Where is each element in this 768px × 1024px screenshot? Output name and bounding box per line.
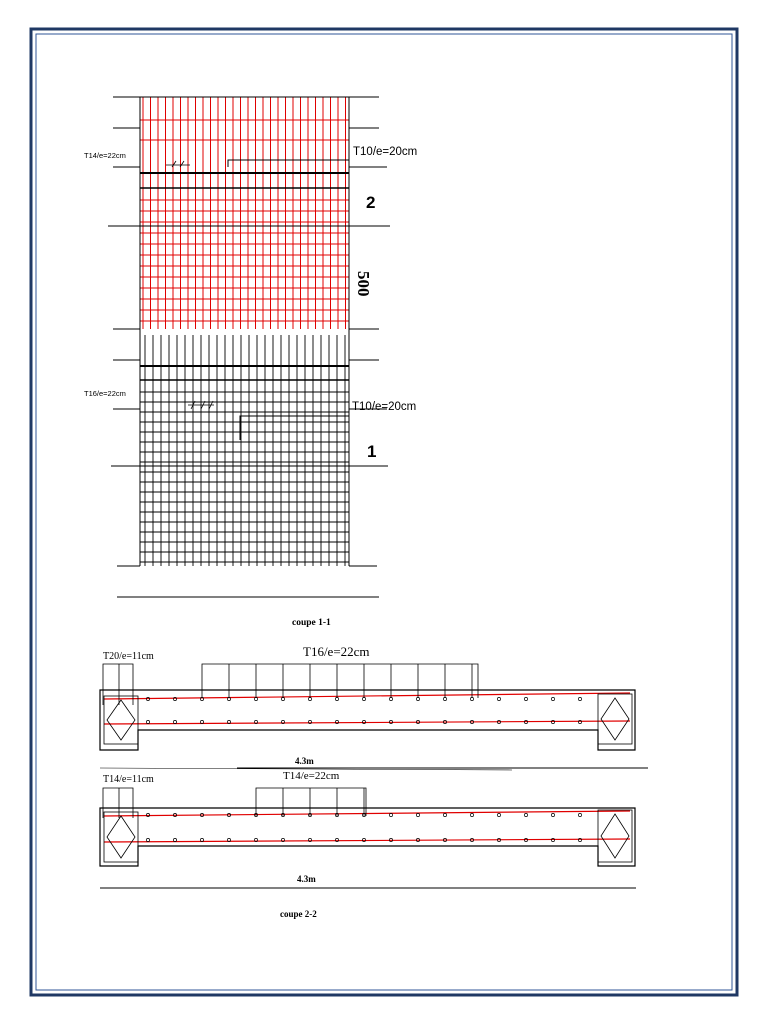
lower-mesh-horizontals — [140, 392, 349, 562]
dimension-500: 500 — [354, 271, 373, 297]
top-rebar-upper — [104, 693, 630, 699]
label-t14-left: T14/e=11cm — [103, 774, 154, 785]
bar-dot — [578, 813, 581, 816]
label-t14-main: T14/e=22cm — [283, 770, 340, 782]
left-bar-hook-lower — [103, 788, 133, 818]
label-t10-upper: T10/e=20cm — [353, 146, 418, 158]
bar-dot — [146, 838, 149, 841]
coupe-1-1-elevation — [84, 97, 417, 628]
bottom-rebar-lower — [104, 839, 630, 842]
rebar-comb-lower — [256, 788, 366, 816]
coupe-2-2-section-upper — [100, 644, 648, 770]
upper-mesh-verticals — [143, 97, 346, 329]
bar-dot — [389, 813, 392, 816]
bar-dot — [551, 697, 554, 700]
distribution-bars-lower — [146, 813, 581, 841]
length-lower: 4.3m — [297, 874, 316, 884]
bar-dot — [443, 813, 446, 816]
column-cage-right-lower — [598, 810, 632, 862]
bar-dot — [497, 697, 500, 700]
bar-dot — [470, 813, 473, 816]
section-number-1: 1 — [367, 442, 377, 461]
lower-mesh-verticals — [145, 335, 345, 566]
label-t14-spacing: T14/e=22cm — [84, 151, 126, 160]
section-number-2: 2 — [366, 193, 376, 212]
coupe-2-2-section-lower — [100, 770, 636, 919]
upper-mesh-horizontals — [140, 120, 349, 321]
bottom-rebar-upper — [104, 721, 630, 724]
caption-coupe-2-2: coupe 2-2 — [280, 909, 317, 919]
bar-dot — [524, 697, 527, 700]
column-cage-right-upper — [598, 694, 632, 744]
slab-outline-lower — [100, 808, 635, 866]
length-upper: 4.3m — [295, 756, 314, 766]
label-t20-spacing: T20/e=11cm — [103, 651, 154, 662]
bar-dot — [551, 813, 554, 816]
bar-dot — [524, 813, 527, 816]
column-cage-left-lower — [104, 812, 138, 862]
comb-frame — [202, 664, 478, 698]
label-t16-main: T16/e=22cm — [303, 644, 370, 659]
bar-dot — [416, 813, 419, 816]
caption-coupe-1-1: coupe 1-1 — [292, 618, 331, 628]
comb-frame — [256, 788, 366, 816]
bar-dot — [578, 697, 581, 700]
page-border — [31, 29, 737, 995]
bar-dot — [146, 720, 149, 723]
rebar-comb-upper — [202, 664, 478, 698]
distribution-bars-upper — [146, 697, 581, 723]
label-t16-spacing: T16/e=22cm — [84, 389, 126, 398]
bar-dot — [497, 813, 500, 816]
label-t10-lower: T10/e=20cm — [352, 401, 417, 413]
